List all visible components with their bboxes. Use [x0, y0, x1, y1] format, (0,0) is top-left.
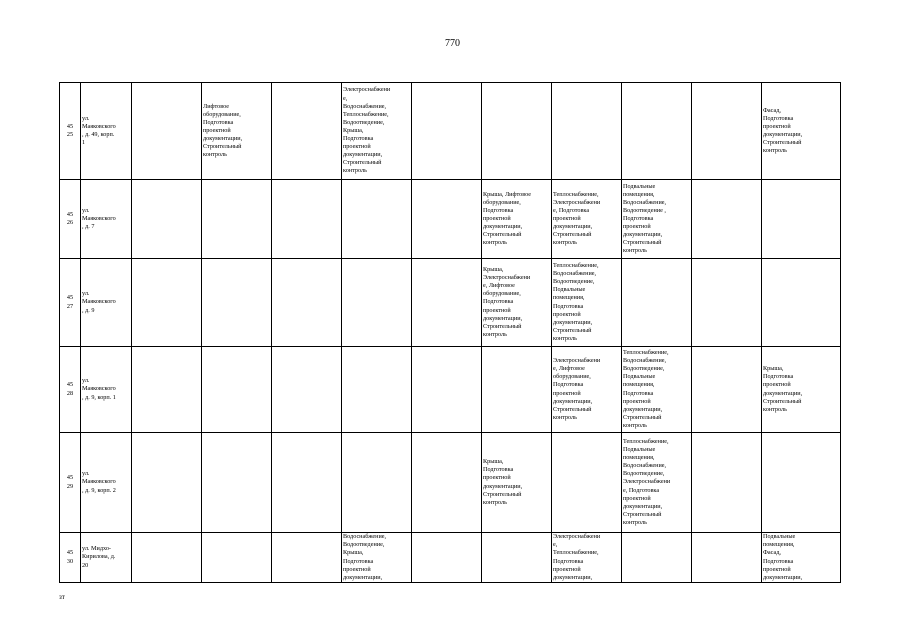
work-cell	[342, 259, 412, 347]
cell-text-line: Водоснабжение,	[623, 198, 667, 206]
cell-text-line: Подготовка	[343, 557, 374, 565]
cell-text-line: проектной	[553, 310, 581, 318]
cell-text-line: Электроснабжени	[553, 198, 601, 206]
cell-text-line: Водоснабжение,	[343, 533, 387, 541]
cell-text-line: Подвальные	[623, 446, 656, 454]
cell-text-line: помещения,	[553, 294, 585, 302]
cell-text-line: 26	[66, 219, 74, 226]
cell-text-line: контроль	[763, 405, 787, 413]
cell-text-line: , д. 9	[82, 306, 95, 314]
cell-text-line: ул.	[82, 377, 90, 385]
cell-text-line: , д. 7	[82, 223, 95, 231]
cell-text-line: документации,	[553, 573, 593, 581]
work-cell	[412, 83, 482, 180]
cell-text-line: Водоотведение,	[623, 470, 665, 478]
cell-text-line: Водоснабжение,	[623, 462, 667, 470]
work-cell	[412, 533, 482, 583]
cell-text-line: Подготовка	[483, 298, 514, 306]
work-cell	[342, 433, 412, 533]
cell-text-line: документации,	[343, 151, 383, 159]
cell-text-line: проектной	[623, 397, 651, 405]
cell-text-line: Подвальные	[623, 373, 656, 381]
cell-text-line: проектной	[763, 122, 791, 130]
cell-text-line: документации,	[623, 502, 663, 510]
row-number-cell	[60, 83, 81, 180]
cell-text-line: Маяковского	[82, 122, 116, 130]
cell-text-line: Водоотведение,	[623, 365, 665, 373]
cell-text-line: ул. Мидхо-	[82, 545, 111, 553]
address-cell	[81, 347, 132, 433]
cell-text-line: оборудование,	[483, 290, 521, 298]
work-cell	[132, 433, 202, 533]
cell-text-line: контроль	[483, 330, 507, 338]
cell-text-line: проектной	[483, 214, 511, 222]
cell-text-line: Водоснабжение,	[623, 357, 667, 365]
cell-text-line: проектной	[483, 306, 511, 314]
work-cell	[762, 347, 841, 433]
cell-text-line: контроль	[623, 247, 647, 255]
cell-text-line: документации,	[553, 397, 593, 405]
cell-text-line: Теплоснабжение,	[623, 349, 669, 357]
cell-text-line: Крыша,	[763, 365, 784, 373]
cell-text-line: , д. 49, корп.	[82, 131, 115, 138]
work-cell	[692, 83, 762, 180]
cell-text-line: 30	[66, 557, 74, 565]
work-cell	[482, 259, 552, 347]
cell-text-line: проектной	[623, 494, 651, 502]
work-cell	[692, 259, 762, 347]
work-cell	[342, 533, 412, 583]
cell-text-line: проектной	[343, 565, 371, 573]
cell-text-line: 45	[66, 210, 74, 218]
cell-text-line: Подготовка	[553, 557, 584, 565]
cell-text-line: 1	[82, 139, 86, 147]
cell-text-line: Строительный	[763, 397, 802, 405]
cell-text-line: Подвальные	[623, 182, 656, 190]
cell-text-line: контроль	[483, 498, 507, 506]
cell-text-line: документации,	[553, 318, 593, 326]
cell-text-line: контроль	[553, 413, 577, 421]
work-cell	[692, 433, 762, 533]
work-cell	[132, 533, 202, 583]
cell-text-line: помещения,	[623, 381, 655, 389]
cell-text-line: е,	[553, 541, 558, 549]
table-row	[60, 533, 841, 583]
cell-text-line: 28	[66, 389, 74, 397]
address-cell	[81, 533, 132, 583]
cell-text-line: Электроснабжени	[343, 86, 391, 94]
cell-text-line: Электроснабжени	[483, 274, 531, 282]
cell-text-line: Подготовка	[763, 114, 794, 122]
work-cell	[692, 180, 762, 259]
address-cell	[81, 83, 132, 180]
cell-text-line: е, Подготовка	[623, 486, 660, 494]
cell-text-line: Строительный	[623, 413, 662, 421]
work-cell	[482, 180, 552, 259]
cell-text-line: Электроснабжени	[553, 533, 601, 541]
work-cell	[412, 433, 482, 533]
work-cell	[482, 533, 552, 583]
table-row	[60, 83, 841, 180]
cell-text-line: документации,	[763, 389, 803, 397]
table-row	[60, 433, 841, 533]
cell-text-line: Подготовка	[763, 557, 794, 565]
row-number-cell	[60, 259, 81, 347]
work-cell	[552, 347, 622, 433]
cell-text-line: Подготовка	[203, 118, 234, 126]
cell-text-line: документации,	[763, 573, 803, 581]
cell-text-line: Водоснабжение,	[553, 270, 597, 278]
cell-text-line: Подготовка	[623, 214, 654, 222]
work-cell	[132, 347, 202, 433]
cell-text-line: проектной	[763, 381, 791, 389]
cell-text-line: Подготовка	[343, 135, 374, 143]
cell-text-line: Теплоснабжение,	[553, 190, 599, 198]
cell-text-line: контроль	[763, 147, 787, 155]
work-cell	[132, 83, 202, 180]
cell-text-line: ул.	[82, 470, 90, 478]
cell-text-line: 25	[66, 131, 74, 138]
cell-text-line: е,	[343, 94, 348, 102]
cell-text-line: 45	[66, 549, 74, 557]
cell-text-line: помещения,	[763, 541, 795, 549]
work-cell	[202, 533, 272, 583]
work-cell	[762, 433, 841, 533]
cell-text-line: Строительный	[553, 326, 592, 334]
work-cell	[552, 433, 622, 533]
cell-text-line: Маяковского	[82, 385, 116, 393]
cell-text-line: Кирилова, д.	[82, 553, 116, 561]
cell-text-line: Маяковского	[82, 214, 116, 222]
works-table	[59, 82, 841, 583]
cell-text-line: Водоснабжение,	[343, 102, 387, 110]
cell-text-line: 20	[82, 561, 89, 569]
work-cell	[622, 259, 692, 347]
work-cell	[622, 433, 692, 533]
work-cell	[622, 347, 692, 433]
cell-text-line: Строительный	[553, 405, 592, 413]
cell-text-line: документации,	[483, 314, 523, 322]
cell-text-line: ул.	[82, 114, 90, 122]
cell-text-line: Водоотведение,	[343, 118, 385, 126]
work-cell	[272, 83, 342, 180]
cell-text-line: Электроснабжени	[623, 478, 671, 486]
work-cell	[412, 259, 482, 347]
work-cell	[482, 347, 552, 433]
cell-text-line: Строительный	[553, 231, 592, 239]
cell-text-line: Крыша,	[343, 126, 364, 134]
work-cell	[132, 259, 202, 347]
cell-text-line: проектной	[553, 389, 581, 397]
work-cell	[412, 180, 482, 259]
cell-text-line: проектной	[203, 126, 231, 134]
table-body	[60, 83, 841, 583]
cell-text-line: Теплоснабжение,	[553, 549, 599, 557]
work-cell	[482, 433, 552, 533]
work-cell	[272, 180, 342, 259]
work-cell	[692, 347, 762, 433]
cell-text-line: Строительный	[623, 510, 662, 518]
work-cell	[552, 259, 622, 347]
cell-text-line: Подготовка	[553, 381, 584, 389]
cell-text-line: е, Лифтовое	[553, 365, 585, 373]
cell-text-line: Подготовка	[483, 466, 514, 474]
cell-text-line: проектной	[623, 223, 651, 231]
cell-text-line: проектной	[763, 565, 791, 573]
cell-text-line: документации,	[343, 573, 383, 581]
cell-text-line: е, Подготовка	[553, 206, 590, 214]
cell-text-line: Строительный	[483, 231, 522, 239]
work-cell	[622, 180, 692, 259]
cell-text-line: Водоотведение ,	[623, 206, 666, 214]
cell-text-line: проектной	[343, 143, 371, 151]
cell-text-line: проектной	[483, 474, 511, 482]
table-row	[60, 180, 841, 259]
cell-text-line: , д. 9, корп. 1	[82, 393, 116, 401]
cell-text-line: Электроснабжени	[553, 357, 601, 365]
work-cell	[342, 347, 412, 433]
address-cell	[81, 259, 132, 347]
address-cell	[81, 180, 132, 259]
cell-text-line: Строительный	[203, 143, 242, 151]
cell-text-line: контроль	[623, 518, 647, 526]
cell-text-line: контроль	[203, 151, 227, 159]
cell-text-line: Крыша, Лифтовое	[483, 190, 532, 198]
cell-text-line: 45	[66, 381, 74, 389]
cell-text-line: , д. 9, корп. 2	[82, 486, 116, 494]
address-cell	[81, 433, 132, 533]
cell-text-line: Крыша,	[483, 266, 504, 274]
cell-text-line: Строительный	[483, 322, 522, 330]
cell-text-line: 45	[66, 122, 74, 130]
cell-text-line: ул.	[82, 206, 90, 214]
work-cell	[202, 347, 272, 433]
cell-text-line: ул.	[82, 290, 90, 298]
cell-text-line: документации,	[203, 135, 243, 143]
work-cell	[692, 533, 762, 583]
cell-text-line: Теплоснабжение,	[553, 262, 599, 270]
work-cell	[202, 259, 272, 347]
work-cell	[132, 180, 202, 259]
cell-text-line: 29	[66, 482, 74, 490]
table-row	[60, 259, 841, 347]
work-cell	[552, 533, 622, 583]
work-cell	[202, 83, 272, 180]
row-number-cell	[60, 433, 81, 533]
row-number-cell	[60, 347, 81, 433]
cell-text-line: е, Лифтовое	[483, 282, 515, 290]
work-cell	[552, 83, 622, 180]
cell-text-line: Подготовка	[763, 373, 794, 381]
work-cell	[762, 180, 841, 259]
cell-text-line: документации,	[553, 223, 593, 231]
cell-text-line: 45	[66, 294, 74, 302]
work-cell	[482, 83, 552, 180]
cell-text-line: Теплоснабжение,	[343, 110, 389, 118]
cell-text-line: Подвальные	[553, 286, 586, 294]
work-cell	[342, 83, 412, 180]
work-cell	[272, 347, 342, 433]
work-cell	[622, 83, 692, 180]
work-cell	[342, 180, 412, 259]
cell-text-line: Теплоснабжение,	[623, 437, 669, 445]
work-cell	[202, 433, 272, 533]
cell-text-line: оборудование,	[553, 373, 591, 381]
page-number: 770	[445, 38, 460, 49]
work-cell	[762, 259, 841, 347]
cell-text-line: 45	[66, 474, 74, 482]
cell-text-line: Крыша,	[343, 549, 364, 557]
work-cell	[622, 533, 692, 583]
cell-text-line: документации,	[623, 231, 663, 239]
work-cell	[762, 83, 841, 180]
work-cell	[272, 433, 342, 533]
cell-text-line: Маяковского	[82, 478, 116, 486]
work-cell	[272, 533, 342, 583]
cell-text-line: Водоотведение,	[553, 278, 595, 286]
cell-text-line: проектной	[553, 565, 581, 573]
table-row	[60, 347, 841, 433]
cell-text-line: контроль	[553, 239, 577, 247]
cell-text-line: Подвальные	[763, 533, 796, 541]
cell-text-line: оборудование,	[483, 198, 521, 206]
row-number-cell	[60, 180, 81, 259]
cell-text-line: проектной	[553, 214, 581, 222]
work-cell	[272, 259, 342, 347]
cell-text-line: оборудование,	[203, 110, 241, 118]
cell-text-line: документации,	[623, 405, 663, 413]
cell-text-line: контроль	[623, 421, 647, 429]
cell-text-line: контроль	[483, 239, 507, 247]
cell-text-line: Подготовка	[623, 389, 654, 397]
cell-text-line: документации,	[763, 131, 803, 138]
cell-text-line: Фасад,	[763, 106, 781, 114]
cell-text-line: Подготовка	[553, 302, 584, 310]
cell-text-line: Строительный	[483, 490, 522, 498]
cell-text-line: Крыша,	[483, 458, 504, 466]
cell-text-line: Фасад,	[763, 549, 781, 557]
cell-text-line: Водоотведение,	[343, 541, 385, 549]
cell-text-line: Строительный	[343, 159, 382, 167]
work-cell	[412, 347, 482, 433]
cell-text-line: помещения,	[623, 190, 655, 198]
cell-text-line: помещения,	[623, 454, 655, 462]
cell-text-line: Маяковского	[82, 298, 116, 306]
cell-text-line: документации,	[483, 482, 523, 490]
cell-text-line: контроль	[553, 334, 577, 342]
row-number-cell	[60, 533, 81, 583]
cell-text-line: Подготовка	[483, 206, 514, 214]
cell-text-line: Строительный	[623, 239, 662, 247]
work-cell	[762, 533, 841, 583]
cell-text-line: 27	[66, 302, 74, 310]
work-cell	[552, 180, 622, 259]
cell-text-line: документации,	[483, 223, 523, 231]
cell-text-line: Строительный	[763, 139, 802, 147]
footer-mark: зт	[59, 593, 65, 601]
work-cell	[202, 180, 272, 259]
cell-text-line: Лифтовое	[203, 102, 230, 110]
cell-text-line: контроль	[343, 167, 367, 175]
